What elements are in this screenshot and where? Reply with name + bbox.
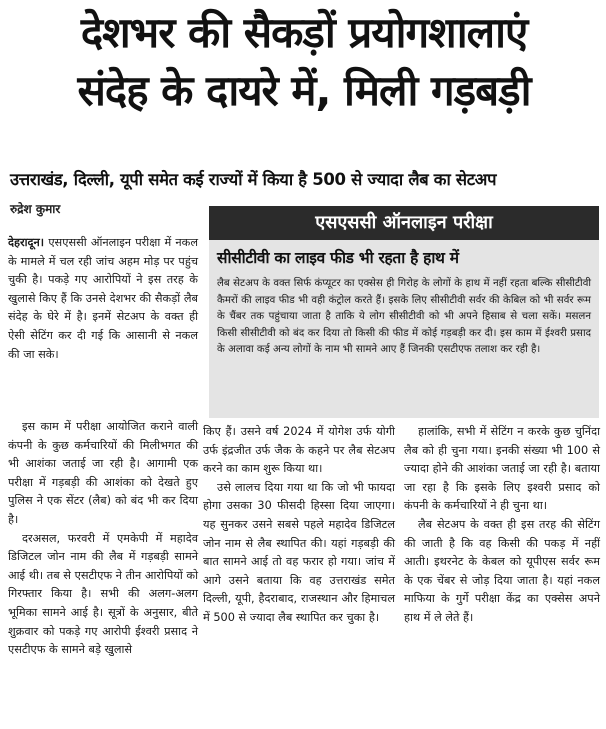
article-paragraph: इस काम में परीक्षा आयोजित कराने वाली कंपनी के कुछ कर्मचारियों की मिलीभगत की भी आशंका जताई जा रही है। आगामी एक परीक्षा में गड़बड़ी की आशंका को देखते हुए पुलिस ने एक सेंटर (लैब) को बंद भी कर दिया है। (8, 420, 198, 526)
article-paragraph: दरअसल, फरवरी में एमकेपी में महादेव डिजिटल जोन नाम की लैब में गड़बड़ी सामने आई थी। तब से एसटीएफ ने तीन आरोपियों को गिरफ्तार किया है। सभी की अलग-अलग भूमिका सामने आई है। सूत्रों के अनुसार, बीते शुक्रवार को पकड़े गए आरोपी ईश्वरी प्रसाद ने एसटीएफ के सामने बड़े खुलासे (8, 531, 198, 657)
sidebar-box-title: सीसीटीवी का लाइव फीड भी रहता है हाथ में (217, 249, 459, 267)
article-column-1-bottom (8, 418, 198, 660)
article-paragraph: उसे लालच दिया गया था कि जो भी फायदा होगा उसका 30 फीसदी हिस्सा दिया जाएगा। यह सुनकर उसने सबसे पहले महादेव डिजिटल जोन नाम से लैब स्थापित की। यहां गड़बड़ी की बात सामने आई तो वह फरार हो गया। जांच में आगे उसने बताया कि वह उत्तराखंड समेत दिल्ली, यूपी, हैदराबाद, राजस्थान और हिमाचल में 500 से ज्यादा लैब स्थापित कर चुका है। (203, 480, 395, 624)
dateline: देहरादून। (8, 236, 45, 249)
article-column-3 (404, 423, 600, 628)
headline (8, 4, 600, 120)
paragraph-text: एसएससी ऑनलाइन परीक्षा में नकल के मामले में चल रही जांच अहम मोड़ पर पहुंच चुकी है। पकड़े गए आरोपियों ने इस तरह के खुलासे किए हैं कि उनसे देशभर की सैकड़ों लैब संदेह के घेरे में है। इनमें सेटअप के वक्त ही ऐसी सेटिंग कर दी गई कि आसानी से नकल की जा सके। (8, 236, 198, 361)
article-paragraph: किए हैं। उसने वर्ष 2024 में योगेश उर्फ योगी उर्फ इंद्रजीत उर्फ जैक के कहने पर लैब सेटअप करने का काम शुरू किया था। (203, 425, 395, 476)
byline: रुद्रेश कुमार (10, 202, 61, 216)
headline-line-2: संदेह के दायरे में, मिली गड़बड़ी (77, 66, 531, 115)
headline-line-1: देशभर की सैकड़ों प्रयोगशालाएं (80, 8, 528, 57)
article-column-2 (203, 423, 395, 628)
section-banner: एसएससी ऑनलाइन परीक्षा (209, 206, 599, 240)
article-paragraph: हालांकि, सभी में सेटिंग न करके कुछ चुनिंदा लैब को ही चुना गया। इनकी संख्या भी 100 से ज्यादा होने की आशंका जताई जा रही है। बताया जा रहा है कि इसके लिए इश्वरी प्रसाद को कंपनी के कर्मचारियों ने ही चुना था। (404, 425, 600, 513)
article-paragraph (8, 234, 198, 364)
article-column-1-top (8, 234, 198, 364)
sidebar-box-text: लैब सेटअप के वक्त सिर्फ कंप्यूटर का एक्सेस ही गिरोह के लोगों के हाथ में नहीं रहता बल्कि सीसीटीवी कैमरों की लाइव फीड भी वही कंट्रोल करते हैं। इसके लिए सीसीटीवी सर्वर की केबिल को भी सर्वर रूम के चैंबर तक पहुंचाया जाता है ताकि ये लोग सीसीटीवी को भी अपने हिसाब से चला सकें। मसलन किसी सीसीटीवी को बंद कर दिया तो किसी की फीड में कोई गड़बड़ी कर दी। इस काम में ईश्वरी प्रसाद के अलावा कई अन्य लोगों के नाम भी सामने आए हैं जिनकी एसटीएफ तलाश कर रही है। (217, 278, 591, 356)
subheadline: उत्तराखंड, दिल्ली, यूपी समेत कई राज्यों में किया है 500 से ज्यादा लैब का सेटअप (10, 170, 497, 189)
article-paragraph: लैब सेटअप के वक्त ही इस तरह की सेटिंग की जाती है कि वह किसी की पकड़ में नहीं आती। इथरनेट के केबल को यूपीएस सर्वर रूम के एक चेंबर से जोड़ दिया जाता है। यहां नकल माफिया के गुर्गे परीक्षा केंद्र का एक्सेस अपने हाथ में ले लेते हैं। (404, 517, 600, 624)
sidebar-box (209, 240, 599, 418)
